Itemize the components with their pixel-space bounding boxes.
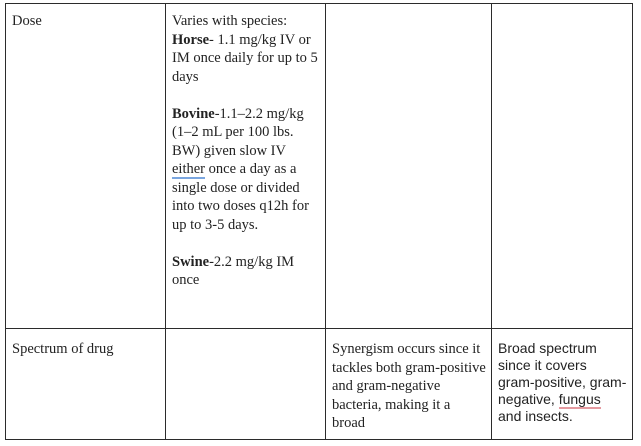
dose-intro-text: Varies with species:: [172, 13, 288, 29]
bovine-dose-text-b: once a day as a single dose or divided into two doses q12h for up to 3-5 days.: [172, 161, 309, 233]
species-horse-label: Horse: [172, 31, 210, 48]
row-label-spectrum: Spectrum of drug: [12, 341, 114, 357]
dose-horse-paragraph: [172, 12, 320, 86]
table-row: [6, 329, 633, 440]
swine-dose-text: -2.2 mg/kg IM once: [172, 253, 295, 288]
drug-info-table: [5, 3, 633, 440]
row-header-cell[interactable]: [6, 329, 166, 440]
spectrum-text-col4-a: Broad spectrum since it covers gram-positive, gram-negative,: [498, 340, 627, 407]
spectrum-cell-col3[interactable]: [326, 329, 492, 440]
spectrum-text-col3: Synergism occurs since it tackles both gram-positive and gram-negative bacteria, making it a broad: [332, 341, 486, 431]
empty-cell[interactable]: [492, 4, 633, 329]
empty-cell[interactable]: [166, 329, 326, 440]
dose-swine-paragraph: [172, 253, 320, 290]
dose-bovine-paragraph: [172, 105, 320, 235]
empty-cell[interactable]: [326, 4, 492, 329]
species-swine-label: Swine: [172, 253, 210, 270]
species-bovine-label: Bovine: [172, 105, 215, 122]
spectrum-text-col4-b: and insects.: [498, 408, 573, 424]
bovine-dose-text-a: -1.1–2.2 mg/kg (1–2 mL per 100 lbs. BW) given slow IV: [172, 105, 304, 159]
row-header-cell[interactable]: [6, 4, 166, 329]
spelling-flagged-word[interactable]: fungus: [558, 391, 601, 407]
dose-details-cell[interactable]: [166, 4, 326, 329]
grammar-flagged-word[interactable]: either: [172, 161, 206, 177]
table-row: [6, 4, 633, 329]
horse-dose-text: - 1.1 mg/kg IV or IM once daily for up to 5 days: [172, 31, 318, 85]
row-label-dose: Dose: [12, 13, 42, 29]
spectrum-cell-col4[interactable]: [492, 329, 633, 440]
